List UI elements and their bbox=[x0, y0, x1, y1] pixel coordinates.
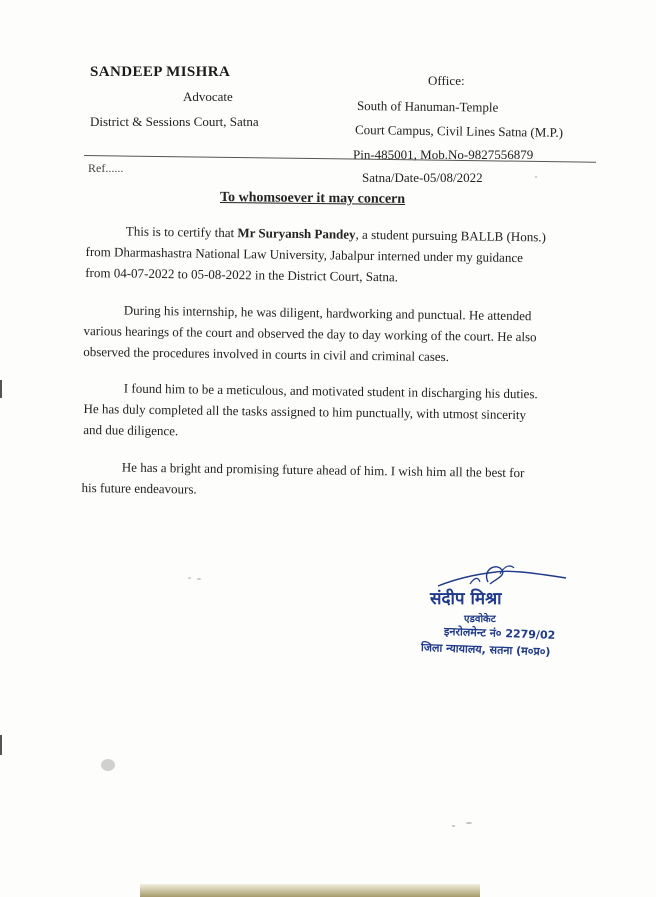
paragraph-certification bbox=[85, 220, 546, 289]
paragraph-line: I found him to be a meticulous, and motivated student in discharging his duties. bbox=[123, 380, 538, 402]
office-address-line-3: Pin-485001, Mob.No-9827556879 bbox=[353, 147, 534, 162]
stamp-enrollment-number: इनरोलमेन्ट नं० 2279/02 bbox=[443, 625, 556, 642]
paragraph-line: observed the procedures involved in courts in civil and criminal cases. bbox=[83, 343, 450, 365]
stamp-name: संदीप मिश्रा bbox=[430, 589, 502, 609]
scan-speck bbox=[535, 176, 537, 178]
paragraph-wishes bbox=[81, 456, 524, 504]
student-name: Mr Suryansh Pandey bbox=[237, 225, 356, 242]
paragraph-line: He has a bright and promising future ahead of him. I wish him all the best for bbox=[121, 459, 525, 481]
paragraph-line: his future endeavours. bbox=[81, 479, 197, 497]
paragraph-line: This is to certify that Mr Suryansh Pandey, a student pursuing BALLB (Hons.) bbox=[125, 223, 547, 245]
scan-edge-mark bbox=[0, 735, 2, 755]
scan-speck bbox=[101, 759, 115, 771]
paragraph-line: various hearings of the court and observed the day to day working of the court. He also bbox=[83, 322, 537, 345]
scan-speck bbox=[197, 578, 201, 580]
scan-bottom-edge bbox=[140, 884, 480, 897]
paragraph-line: from 04-07-2022 to 05-08-2022 in the District Court, Satna. bbox=[85, 264, 399, 285]
scan-speck bbox=[452, 825, 455, 827]
paragraph-line: from Dharmashastra National Law University, Jabalpur interned under my guidance bbox=[85, 243, 524, 266]
letter-subject: To whomsoever it may concern bbox=[219, 190, 406, 207]
paragraph-line: During his internship, he was diligent, hardworking and punctual. He attended bbox=[123, 302, 532, 324]
letter-date: Satna/Date-05/08/2022 bbox=[362, 170, 483, 185]
advocate-name: SANDEEP MISHRA bbox=[90, 64, 231, 80]
paragraph-line: He has duly completed all the tasks assigned to him punctually, with utmost sincerity bbox=[83, 400, 527, 423]
paragraph-internship bbox=[83, 299, 537, 368]
office-address-line-1: South of Hanuman-Temple bbox=[356, 98, 499, 115]
scan-speck bbox=[466, 822, 472, 824]
reference-number: Ref...... bbox=[88, 161, 124, 175]
office-address-line-2: Court Campus, Civil Lines Satna (M.P.) bbox=[354, 122, 564, 140]
paragraph-assessment bbox=[83, 377, 538, 446]
office-label: Office: bbox=[428, 73, 465, 88]
advocate-court: District & Sessions Court, Satna bbox=[90, 114, 259, 129]
scan-edge-mark bbox=[0, 380, 2, 398]
stamp-court: जिला न्यायालय, सतना (म०प्र०) bbox=[420, 641, 551, 659]
scan-speck bbox=[188, 577, 191, 579]
stamp-designation: एडवोकेट bbox=[464, 614, 496, 625]
paragraph-line: and due diligence. bbox=[83, 421, 179, 439]
advocate-title: Advocate bbox=[183, 89, 233, 104]
